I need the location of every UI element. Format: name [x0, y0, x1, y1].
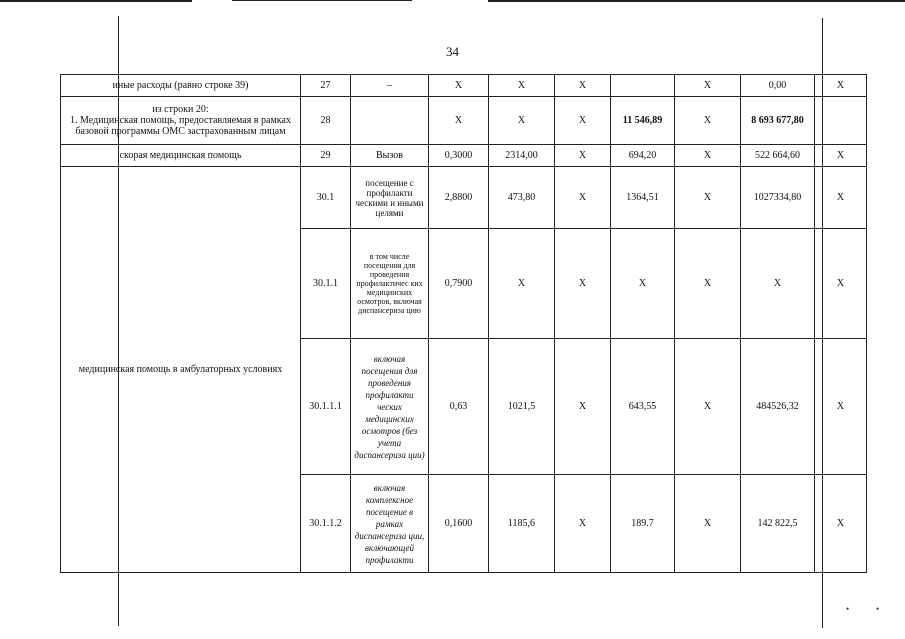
cell-value: X	[675, 475, 741, 573]
cell-value: 643,55	[611, 339, 675, 475]
cell-value: 0,1600	[429, 475, 489, 573]
row-number: 30.1	[301, 167, 351, 229]
row-name: иные расходы (равно строке 39)	[61, 75, 301, 97]
row-unit	[351, 97, 429, 145]
cell-value: X	[815, 167, 867, 229]
cell-value: X	[489, 97, 555, 145]
cell-value: 11 546,89	[611, 97, 675, 145]
row-unit: в том числе посещения для проведения профилактичес ких медицинских осмотров, включая диспансериза цию	[351, 229, 429, 339]
row-name: скорая медицинская помощь	[61, 145, 301, 167]
cell-value: X	[555, 339, 611, 475]
cell-value: 189.7	[611, 475, 675, 573]
cell-value: X	[555, 475, 611, 573]
row-number: 30.1.1	[301, 229, 351, 339]
cell-value: 1185,6	[489, 475, 555, 573]
cell-value: X	[815, 145, 867, 167]
cell-value: X	[611, 229, 675, 339]
cell-value: X	[555, 167, 611, 229]
cell-value: X	[675, 97, 741, 145]
page-number: 34	[446, 44, 459, 59]
cell-value: 0,63	[429, 339, 489, 475]
footer-mark: •	[876, 604, 880, 614]
cell-value: X	[429, 97, 489, 145]
cell-value: X	[741, 229, 815, 339]
ambulatory-care-label: медицинская помощь в амбулаторных условиях	[61, 167, 301, 573]
scan-artifact-top-middle	[232, 0, 412, 1]
table-row	[61, 145, 867, 167]
row-number: 29	[301, 145, 351, 167]
cell-value: 0,00	[741, 75, 815, 97]
cell-value: 1021,5	[489, 339, 555, 475]
cell-value: X	[675, 339, 741, 475]
cell-value: X	[429, 75, 489, 97]
cell-value: 8 693 677,80	[741, 97, 815, 145]
cell-value: X	[815, 75, 867, 97]
cell-value: 484526,32	[741, 339, 815, 475]
table-row	[61, 167, 867, 229]
row-unit: включая посещения для проведения профилакти ческих медицинских осмотров (без учета диспансериза ции)	[351, 339, 429, 475]
cell-value	[611, 75, 675, 97]
cell-value	[815, 97, 867, 145]
row-number: 27	[301, 75, 351, 97]
cell-value: X	[489, 75, 555, 97]
cell-value: X	[675, 75, 741, 97]
table-row	[61, 97, 867, 145]
row-unit: посещение с профилакти ческими и иными целями	[351, 167, 429, 229]
row-name: из строки 20: 1. Медицинская помощь, предоставляемая в рамках базовой программы ОМС застрахованным лицам	[61, 97, 301, 145]
cell-value: X	[815, 229, 867, 339]
cell-value: X	[489, 229, 555, 339]
row-unit: Вызов	[351, 145, 429, 167]
cell-value: 2,8800	[429, 167, 489, 229]
cell-value: X	[675, 145, 741, 167]
footer-mark: •	[846, 604, 850, 614]
cell-value: 473,80	[489, 167, 555, 229]
scan-artifact-top-right	[488, 0, 905, 2]
cell-value: X	[675, 229, 741, 339]
cell-value: 1364,51	[611, 167, 675, 229]
row-number: 28	[301, 97, 351, 145]
budget-table	[60, 74, 867, 573]
row-unit: включая комплексное посещение в рамках диспансериза ции, включающей профилакти	[351, 475, 429, 573]
cell-value: 1027334,80	[741, 167, 815, 229]
cell-value: 0,3000	[429, 145, 489, 167]
cell-value: 2314,00	[489, 145, 555, 167]
cell-value: X	[555, 75, 611, 97]
row-number: 30.1.1.2	[301, 475, 351, 573]
cell-value: X	[675, 167, 741, 229]
cell-value: X	[555, 97, 611, 145]
row-unit: –	[351, 75, 429, 97]
row-number: 30.1.1.1	[301, 339, 351, 475]
cell-value: X	[815, 475, 867, 573]
table-row	[61, 75, 867, 97]
cell-value: 0,7900	[429, 229, 489, 339]
cell-value: X	[555, 229, 611, 339]
cell-value: X	[815, 339, 867, 475]
cell-value: 694,20	[611, 145, 675, 167]
cell-value: 142 822,5	[741, 475, 815, 573]
scan-artifact-top-left	[0, 0, 192, 2]
cell-value: 522 664,60	[741, 145, 815, 167]
cell-value: X	[555, 145, 611, 167]
